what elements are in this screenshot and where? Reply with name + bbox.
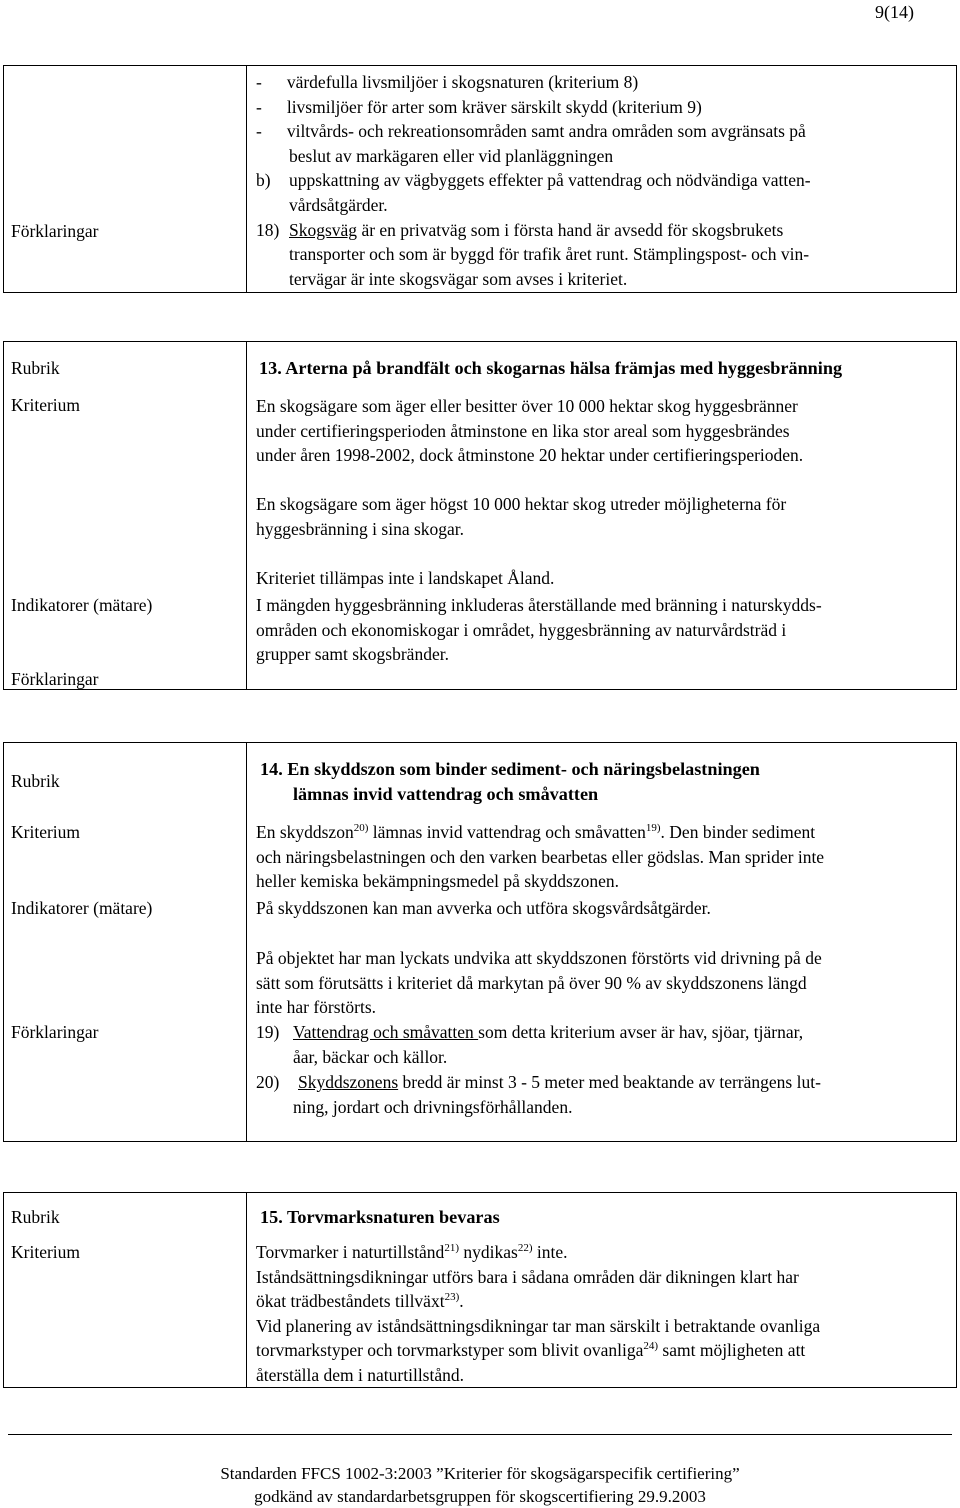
- content-column: [256, 70, 950, 291]
- term-skogsvag: Skogsväg: [289, 219, 358, 240]
- label-rubrik: Rubrik: [11, 358, 60, 378]
- item-b-continuation: vårdsåtgärder.: [289, 194, 388, 215]
- note-18: 18) Skogsväg är en privatväg som i första hand är avsedd för skogsbrukets: [256, 219, 784, 240]
- label-column: [4, 743, 247, 1141]
- label-forklaringar: Förklaringar: [11, 669, 99, 689]
- footer-line: godkänd av standardarbetsgruppen för skogscertifiering 29.9.2003: [254, 1487, 706, 1506]
- bullet-item: - värdefulla livsmiljöer i skogsnaturen (kriterium 8): [256, 72, 639, 92]
- term-skyddszonens: Skyddszonens: [298, 1072, 399, 1092]
- footer-line: Standarden FFCS 1002-3:2003 ”Kriterier för skogsägarspecifik certifiering”: [220, 1464, 740, 1483]
- note-18-line: tervägar är inte skogsvägar som avses i kriteriet.: [289, 268, 628, 289]
- criterion-text: Kriteriet tillämpas inte i landskapet Åland.: [256, 568, 555, 588]
- label-forklaringar: Förklaringar: [11, 221, 99, 241]
- criterion-text: En skyddszon$^{20)}$ lämnas invid vattendrag och småvatten$^{19)}$. Den binder sediment och näringsbelastningen och den varken bearbetas eller gödslas. Man sprider inte heller kemiska bekämpningsmedel på skyddszonen.: [256, 822, 825, 892]
- criterion-13-box: [3, 341, 957, 690]
- criterion-title: 15. Torvmarksnaturen bevaras: [260, 1207, 500, 1227]
- indicator-text: I mängden hyggesbränning inkluderas återställande med bränning i naturskydds- områden och ekonomiskogar i området, hyggesbränning av naturvårdsträd i grupper samt skogsbränder.: [256, 595, 822, 665]
- label-indikatorer: Indikatorer (mätare): [11, 595, 153, 615]
- label-column: [4, 1193, 247, 1387]
- bullet-item: - viltvårds- och rekreationsområden samt andra områden som avgränsats på: [256, 121, 806, 142]
- label-column: [4, 66, 247, 292]
- item-b: b) uppskattning av vägbyggets effekter på vattendrag och nödvändiga vatten-: [256, 170, 811, 191]
- indicator-text: På skyddszonen kan man avverka och utföra skogsvårdsåtgärder.: [256, 898, 711, 918]
- criterion-title: 13. Arterna på brandfält och skogarnas hälsa främjas med hyggesbränning: [259, 358, 843, 378]
- criterion-14-box: [3, 742, 957, 1142]
- indicator-text: På objektet har man lyckats undvika att skyddszonen förstörts vid drivning på de sätt som förutsätts i kriteriet då markytan på över 90 % av skyddszonens längd inte har förstörts.: [256, 948, 822, 1018]
- term-vattendrag: Vattendrag och småvatten: [293, 1022, 479, 1042]
- criterion-text: En skogsägare som äger högst 10 000 hektar skog utreder möjligheterna för hyggesbränning i sina skogar.: [256, 494, 787, 539]
- criterion-title: 14. En skyddszon som binder sediment- och näringsbelastningen lämnas invid vattendrag och småvatten: [260, 759, 760, 804]
- note-20: 20) Skyddszonens bredd är minst 3 - 5 meter med beaktande av terrängens lut- ning, jordart och drivningsförhållanden.: [256, 1072, 821, 1117]
- label-kriterium: Kriterium: [11, 395, 81, 415]
- footer-divider: [8, 1434, 952, 1435]
- explanation-box-continued: [3, 65, 957, 293]
- criterion-15-box: [3, 1192, 957, 1388]
- label-forklaringar: Förklaringar: [11, 1022, 99, 1042]
- footer: [0, 1462, 960, 1508]
- label-kriterium: Kriterium: [11, 822, 81, 842]
- page-number: 9(14): [875, 2, 914, 22]
- label-indikatorer: Indikatorer (mätare): [11, 898, 153, 918]
- note-18-line: transporter och som är byggd för trafik året runt. Stämplingspost- och vin-: [289, 244, 810, 265]
- bullet-continuation: beslut av markägaren eller vid planläggningen: [289, 145, 614, 166]
- label-kriterium: Kriterium: [11, 1242, 81, 1262]
- label-column: [4, 342, 247, 689]
- label-rubrik: Rubrik: [11, 1207, 60, 1227]
- label-rubrik: Rubrik: [11, 771, 60, 791]
- criterion-text: Torvmarker i naturtillstånd$^{21)}$ nydikas$^{22)}$ inte. Iståndsättningsdikningar utförs bara i sådana områden där dikningen klart har ökat trädbeståndets tillväxt$^{23)}$. Vid planering av iståndsättningsdikningar tar man särskilt i betraktande ovanliga torvmarkstyper och torvmarkstyper som blivit ovanliga$^{24)}$ samt möjligheten att återställa dem i naturtillstånd.: [256, 1242, 821, 1385]
- bullet-item: - livsmiljöer för arter som kräver särskilt skydd (kriterium 9): [256, 96, 702, 117]
- note-19: 19) Vattendrag och småvatten som detta kriterium avser är hav, sjöar, tjärnar, åar, bäckar och källor.: [256, 1022, 804, 1067]
- criterion-text: En skogsägare som äger eller besitter över 10 000 hektar skog hyggesbränner under certifieringsperioden åtminstone en lika stor areal som hyggesbrändes under åren 1998-2002, dock åtminstone 20 hektar under certifieringsperioden.: [256, 396, 804, 466]
